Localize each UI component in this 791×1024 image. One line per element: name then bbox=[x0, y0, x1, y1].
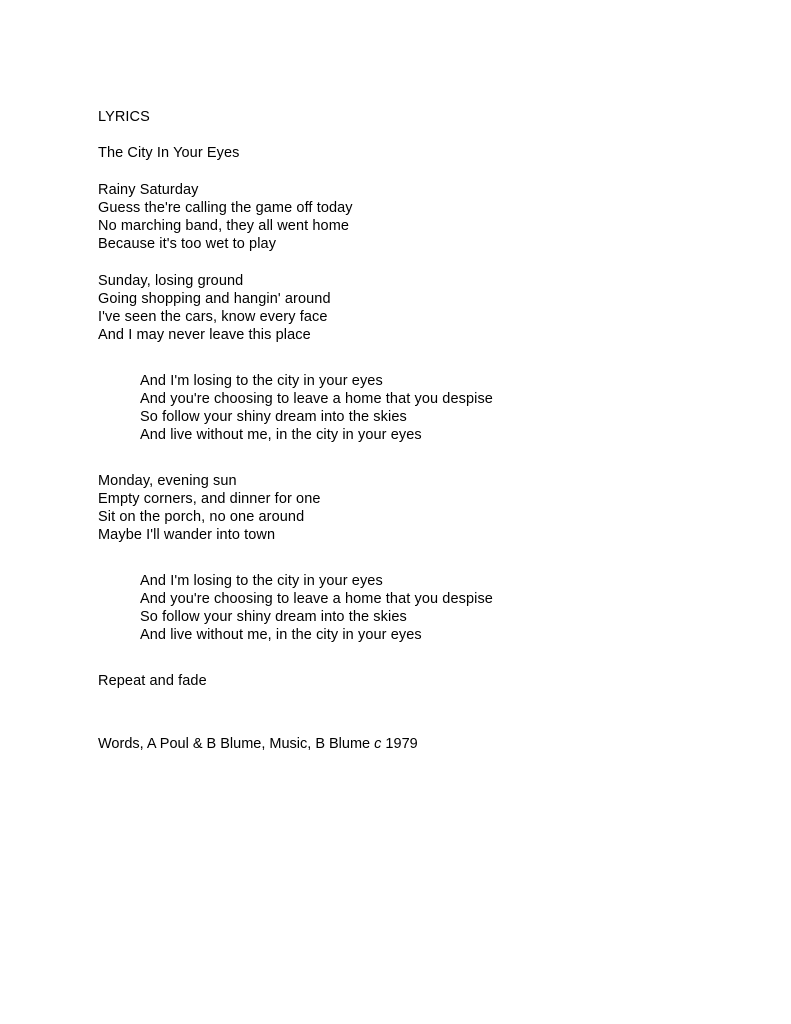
chorus-2 bbox=[98, 572, 731, 645]
verse-2 bbox=[98, 272, 731, 345]
spacer bbox=[98, 126, 731, 144]
chorus-1 bbox=[98, 372, 731, 445]
spacer bbox=[98, 345, 731, 363]
document-heading: LYRICS bbox=[98, 109, 150, 125]
lyric-line: Rainy Saturday bbox=[98, 181, 199, 198]
copyright-symbol: c bbox=[374, 736, 382, 753]
lyric-line: I've seen the cars, know every face bbox=[98, 309, 328, 326]
lyric-line: No marching band, they all went home bbox=[98, 218, 350, 235]
lyric-line: And you're choosing to leave a home that you despise bbox=[140, 590, 493, 607]
spacer bbox=[98, 545, 731, 563]
lyric-line: Monday, evening sun bbox=[98, 472, 237, 489]
lyric-line: Guess the're calling the game off today bbox=[98, 199, 353, 216]
lyric-line: And I'm losing to the city in your eyes bbox=[140, 572, 383, 589]
lyric-line: So follow your shiny dream into the skies bbox=[140, 609, 407, 626]
spacer bbox=[98, 690, 731, 708]
lyric-line: So follow your shiny dream into the skies bbox=[140, 409, 407, 426]
spacer bbox=[98, 708, 731, 726]
verse-1 bbox=[98, 181, 731, 254]
lyric-line: Maybe I'll wander into town bbox=[98, 527, 276, 544]
lyric-line: And you're choosing to leave a home that you despise bbox=[140, 390, 493, 407]
credits-year: 1979 bbox=[381, 736, 418, 753]
verse-3 bbox=[98, 472, 731, 545]
lyric-line: Because it's too wet to play bbox=[98, 236, 277, 253]
spacer bbox=[98, 663, 731, 672]
lyric-line: Empty corners, and dinner for one bbox=[98, 490, 321, 507]
spacer bbox=[98, 645, 731, 663]
credits-line bbox=[98, 735, 731, 753]
lyric-line: Going shopping and hangin' around bbox=[98, 290, 331, 307]
lyric-line: And live without me, in the city in your eyes bbox=[140, 627, 422, 644]
spacer bbox=[98, 445, 731, 463]
spacer bbox=[98, 563, 731, 572]
lyric-line: And I'm losing to the city in your eyes bbox=[140, 372, 383, 389]
outro-note: Repeat and fade bbox=[98, 672, 207, 689]
spacer bbox=[98, 463, 731, 472]
lyric-line: And I may never leave this place bbox=[98, 327, 311, 344]
spacer bbox=[98, 363, 731, 372]
song-title: The City In Your Eyes bbox=[98, 145, 240, 162]
lyric-line: Sunday, losing ground bbox=[98, 272, 244, 289]
document-body bbox=[98, 108, 731, 754]
spacer bbox=[98, 163, 731, 181]
spacer bbox=[98, 726, 731, 735]
credits-text: Words, A Poul & B Blume, Music, B Blume bbox=[98, 736, 375, 753]
spacer bbox=[98, 254, 731, 272]
lyric-line: And live without me, in the city in your eyes bbox=[140, 427, 422, 444]
lyric-line: Sit on the porch, no one around bbox=[98, 509, 305, 526]
